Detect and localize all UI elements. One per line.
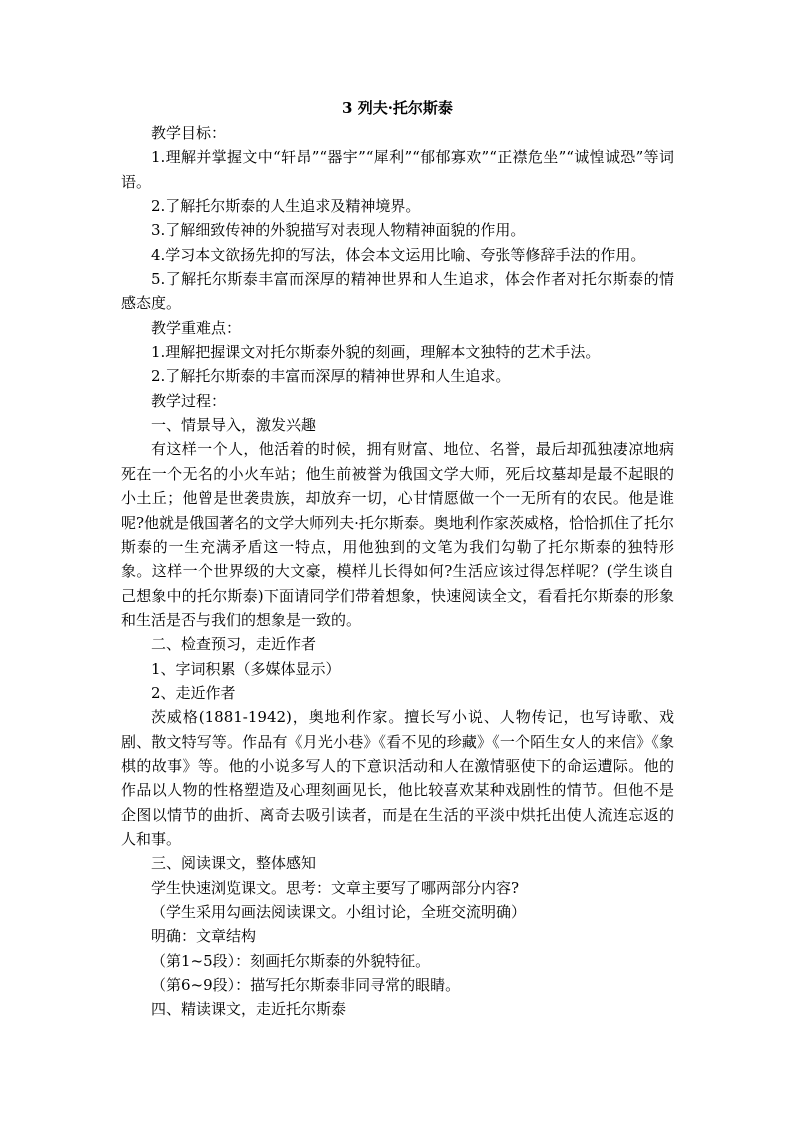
reading-method: （学生采用勾画法阅读课文。小组讨论，全班交流明确） <box>151 903 527 921</box>
section-4-heading: 四、精读课文，走近托尔斯泰 <box>151 1000 347 1019</box>
document-page <box>121 96 674 1022</box>
objective-2: 2.了解托尔斯泰的人生追求及精神境界。 <box>151 197 421 216</box>
objective-3: 3.了解细致传神的外貌描写对表现人物精神面貌的作用。 <box>151 221 526 240</box>
objective-1: 1.理解并掌握文中“轩昂”“器宇”“犀利”“郁郁寡欢”“正襟危坐”“诚惶诚恐”等词语。 <box>121 148 674 191</box>
structure-part-2: （第6~9段）：描写托尔斯泰非同寻常的眼睛。 <box>151 976 461 995</box>
structure-label: 明确：文章结构 <box>151 927 257 946</box>
structure-part-1: （第1~5段）：刻画托尔斯泰的外貌特征。 <box>151 951 431 970</box>
author-item: 2、走近作者 <box>151 683 236 702</box>
reading-task: 学生快速浏览课文。思考：文章主要写了哪两部分内容? <box>151 878 520 897</box>
key-point-1: 1.理解把握课文对托尔斯泰外貌的刻画，理解本文独特的艺术手法。 <box>151 343 601 362</box>
section-3-heading: 三、阅读课文，整体感知 <box>151 854 317 873</box>
objectives-heading: 教学目标： <box>151 124 227 142</box>
author-paragraph: 茨威格(1881-1942)，奥地利作家。擅长写小说、人物传记，也写诗歌、戏剧、散文特写等。作品有《月光小巷》《看不见的珍藏》《一个陌生女人的来信》《象棋的故事》等。他的小说多写人的下意识活动和人在激情驱使下的命运遭际。他的作品以人物的性格塑造及心理刻画见长，他比较喜欢某种戏剧性的情节。但他不是企图以情节的曲折、离奇去吸引读者，而是在生活的平淡中烘托出使人流连忘返的人和事。 <box>121 708 674 848</box>
section-2-heading: 二、检查预习，走近作者 <box>151 635 317 654</box>
vocabulary-item: 1、字词积累（多媒体显示） <box>151 659 341 678</box>
lesson-title: 3 列夫·托尔斯泰 <box>342 99 453 117</box>
objective-5: 5.了解托尔斯泰丰富而深厚的精神世界和人生追求，体会作者对托尔斯泰的情感态度。 <box>121 270 674 313</box>
intro-paragraph: 有这样一个人，他活着的时候，拥有财富、地位、名誉，最后却孤独凄凉地病死在一个无名的小火车站；他生前被誉为俄国文学大师，死后坟墓却是最不起眼的小土丘；他曾是世袭贵族，却放弃一切，心甘情愿做一个一无所有的农民。他是谁呢?他就是俄国著名的文学大师列夫·托尔斯泰。奥地利作家茨威格，恰恰抓住了托尔斯泰的一生充满矛盾这一特点，用他独到的文笔为我们勾勒了托尔斯泰的独特形象。这样一个世界级的大文豪，模样儿长得如何?生活应该过得怎样呢？(学生谈自己想象中的托尔斯泰)下面请同学们带着想象，快速阅读全文，看看托尔斯泰的形象和生活是否与我们的想象是一致的。 <box>121 440 674 629</box>
key-points-heading: 教学重难点： <box>151 318 242 337</box>
key-point-2: 2.了解托尔斯泰的丰富而深厚的精神世界和人生追求。 <box>151 367 511 386</box>
section-1-heading: 一、情景导入，激发兴趣 <box>151 416 317 435</box>
objective-4: 4.学习本文欲扬先抑的写法，体会本文运用比喻、夸张等修辞手法的作用。 <box>151 245 646 264</box>
process-heading: 教学过程： <box>151 391 227 410</box>
